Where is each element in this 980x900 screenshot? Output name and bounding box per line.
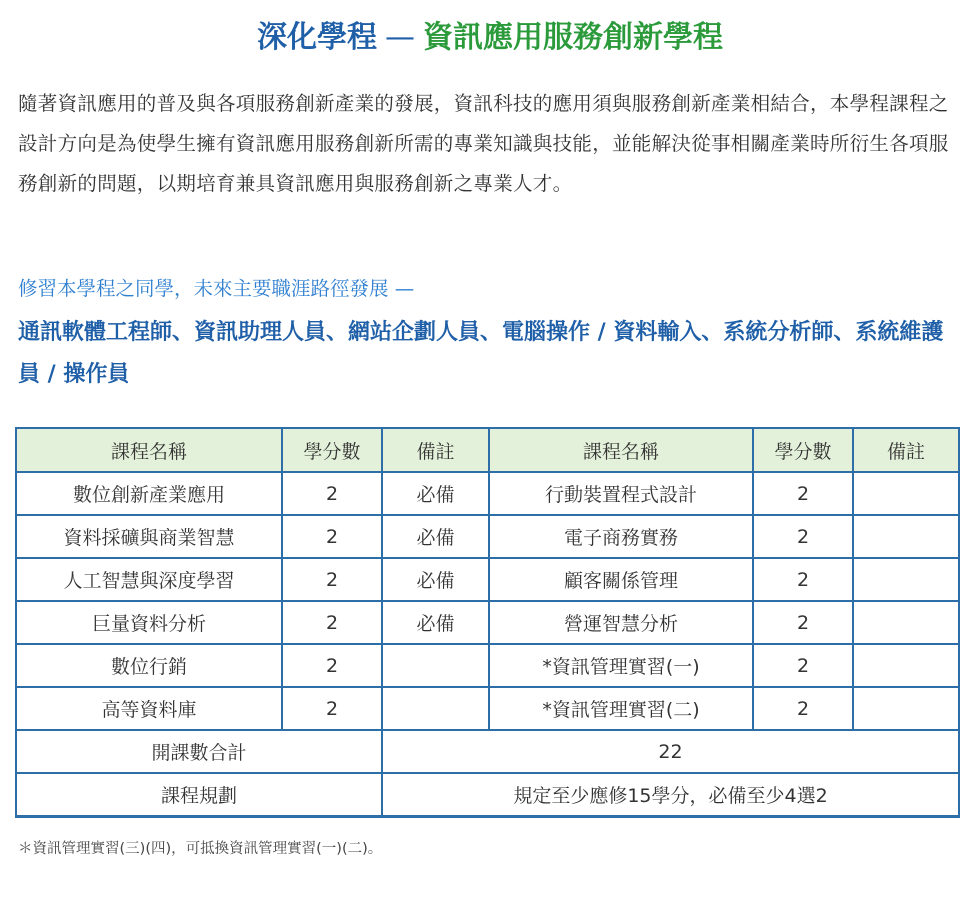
remarks-cell [382, 644, 489, 687]
header-remarks: 備註 [853, 428, 959, 472]
header-credits: 學分數 [753, 428, 853, 472]
credits-cell: 2 [282, 515, 382, 558]
total-label: 開課數合計 [16, 730, 382, 773]
career-list: 通訊軟體工程師、資訊助理人員、網站企劃人員、電腦操作 / 資料輸入、系統分析師、系統維護員 / 操作員 [18, 320, 944, 387]
table-row [16, 515, 959, 558]
course-name-cell: 人工智慧與深度學習 [16, 558, 282, 601]
credits-cell: 2 [753, 515, 853, 558]
plan-value: 規定至少應修15學分，必備至少4選2 [382, 773, 959, 817]
course-name-cell: 數位行銷 [16, 644, 282, 687]
remarks-cell: 必備 [382, 515, 489, 558]
credits-cell: 2 [753, 472, 853, 515]
header-remarks: 備註 [382, 428, 489, 472]
credits-cell: 2 [282, 472, 382, 515]
header-course-name: 課程名稱 [489, 428, 753, 472]
course-name-cell: 巨量資料分析 [16, 601, 282, 644]
credits-cell: 2 [282, 558, 382, 601]
table-row [16, 644, 959, 687]
credits-cell: 2 [753, 644, 853, 687]
title-main: 深化學程 [257, 20, 377, 55]
remarks-cell [853, 601, 959, 644]
course-name-cell: 電子商務實務 [489, 515, 753, 558]
credits-cell: 2 [753, 687, 853, 730]
course-name-cell: 行動裝置程式設計 [489, 472, 753, 515]
page-title [0, 14, 980, 62]
course-name-cell: 數位創新產業應用 [16, 472, 282, 515]
remarks-cell [853, 687, 959, 730]
table-header-row [16, 428, 959, 472]
title-dash: — [385, 20, 415, 55]
table-row [16, 601, 959, 644]
course-name-cell: 高等資料庫 [16, 687, 282, 730]
plan-row [16, 773, 959, 817]
total-value: 22 [382, 730, 959, 773]
table-row [16, 472, 959, 515]
intro-paragraph: 隨著資訊應用的普及與各項服務創新產業的發展，資訊科技的應用須與服務創新產業相結合，本學程課程之設計方向是為使學生擁有資訊應用服務創新所需的專業知識與技能，並能解決從事相關產業時所衍生各項服務創新的問題，以期培育兼具資訊應用與服務創新之專業人才。 [18, 92, 949, 195]
header-credits: 學分數 [282, 428, 382, 472]
course-name-cell: *資訊管理實習(一) [489, 644, 753, 687]
course-table [15, 427, 960, 818]
credits-cell: 2 [753, 558, 853, 601]
remarks-cell [853, 558, 959, 601]
title-sub: 資訊應用服務創新學程 [423, 20, 723, 55]
remarks-cell: 必備 [382, 558, 489, 601]
header-course-name: 課程名稱 [16, 428, 282, 472]
credits-cell: 2 [282, 644, 382, 687]
remarks-cell [853, 515, 959, 558]
table-row [16, 558, 959, 601]
credits-cell: 2 [753, 601, 853, 644]
remarks-cell [382, 687, 489, 730]
plan-label: 課程規劃 [16, 773, 382, 817]
remarks-cell [853, 472, 959, 515]
table-row [16, 687, 959, 730]
course-name-cell: 顧客關係管理 [489, 558, 753, 601]
course-name-cell: *資訊管理實習(二) [489, 687, 753, 730]
remarks-cell [853, 644, 959, 687]
career-lead: 修習本學程之同學，未來主要職涯路徑發展 — [18, 277, 415, 300]
course-name-cell: 資料採礦與商業智慧 [16, 515, 282, 558]
remarks-cell: 必備 [382, 601, 489, 644]
credits-cell: 2 [282, 601, 382, 644]
credits-cell: 2 [282, 687, 382, 730]
course-name-cell: 營運智慧分析 [489, 601, 753, 644]
total-row [16, 730, 959, 773]
footnote: ＊資訊管理實習(三)(四)，可抵換資訊管理實習(一)(二)。 [18, 841, 383, 857]
remarks-cell: 必備 [382, 472, 489, 515]
